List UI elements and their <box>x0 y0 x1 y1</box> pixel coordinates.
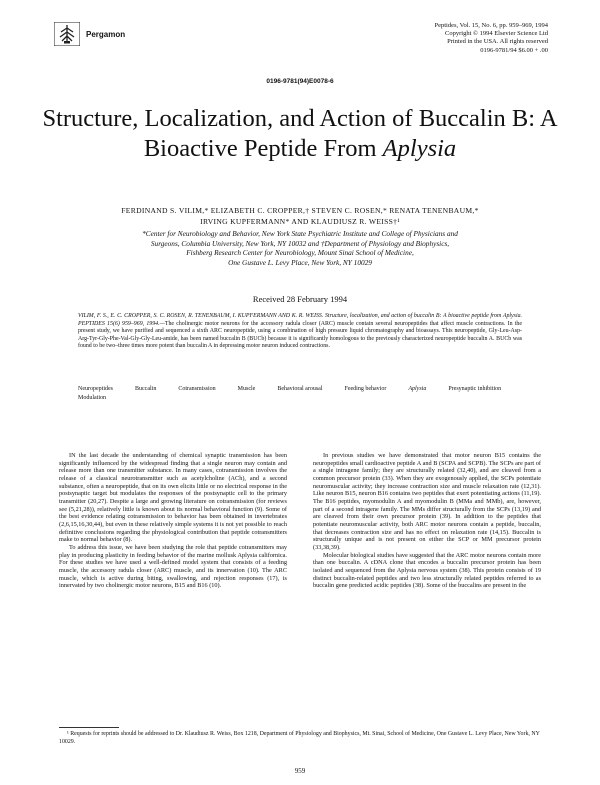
abstract-body: The cholinergic motor neurons for the accessory radula closer (ARC) muscle contain several neuropeptides that affect muscle contractions. In the present study, we have purified and sequenced a sixth ARC neuropeptide, using a combination of high pressure liquid chromatography and bioassays. This neuropeptide, Gly-Leu-Asp-Arg-Tyr-Gly-Phe-Val-Gly-Gly-Leu-amide, has been named buccalin B (BUCb) because it is significantly homologous to the previously characterized neuropeptide buccalin A. BUCb was found to be two–three times more potent than buccalin A in depressing motor neuron induced contractions. <box>78 320 522 350</box>
received-date: Received 28 February 1994 <box>252 294 348 304</box>
affiliation-line: Surgeons, Columbia University, New York, NY 10032 and †Department of Physiology and Biophysics, <box>150 238 450 248</box>
affiliation-line: Fishberg Research Center for Neurobiology, Mount Sinai School of Medicine, <box>186 248 414 258</box>
keyword: Aplysia <box>408 386 427 392</box>
paragraph: Molecular biological studies have suggested that the ARC motor neurons contain more than one buccalin. A cDNA clone that encodes a buccalin precursor protein has been isolated and sequenced from the Aplysia nervous system (38). This protein consists of 19 distinct buccalin-related peptides and two less structurally related peptides referred to as buccalin gene predicted acidic peptides (38). Some of the buccalins are present in the <box>313 551 541 590</box>
page-number: 959 <box>294 767 306 775</box>
keyword-list <box>78 385 522 403</box>
title-italic: Aplysia <box>382 135 457 162</box>
publisher-name: Pergamon <box>86 29 126 39</box>
author-line: IRVING KUPFERMANN* AND KLAUDIUSZ R. WEISS†¹ <box>200 217 400 226</box>
pergamon-tree-icon <box>54 22 80 46</box>
author-list <box>40 205 560 227</box>
keyword: Behavioral arousal <box>277 386 323 392</box>
paragraph: IN the last decade the understanding of chemical synaptic transmission has been significantly influenced by the widespread finding that a single neuron may contain and release more than one transmitter substance. In many cases, cotransmission involves the release of a classical neurotransmitter such as acetylcholine (ACh), and a second substance, often a neuropeptide, that on its own elicits little or no electrical response in the postsynaptic target but modulates the responses of the postsynaptic cell to the primary transmitter (20,27). Despite a large and growing literature on cotransmission (for reviews see (5,21,28)), relatively little is known about its normal behavioral function (9). Some of the best evidence relating cotransmission to behavior has been obtained in invertebrates (2,6,15,16,30,44), but even in these relatively simple systems it is not yet possible to reach definitive conclusions regarding the physiological contribution that peptide cotransmitters make to normal behavior (8). <box>59 452 287 544</box>
paragraph: To address this issue, we have been studying the role that peptide cotransmitters may play in producing plasticity in feeding behavior of the marine mollusk Aplysia californica. For these studies we have used a well-defined model system that consists of a feeding muscle, the accessory radula closer (ARC) muscle, and its innervation (10). The ARC muscle, which is active during biting, swallowing, and rejection responses (17), is innervated by two cholinergic motor neurons, B15 and B16 (10). <box>59 543 287 590</box>
abstract <box>78 313 522 351</box>
keyword: Neuropeptides <box>78 386 113 392</box>
keyword: Modulation <box>78 395 106 401</box>
journal-info-line: Printed in the USA. All rights reserved <box>447 38 548 46</box>
paper-title <box>40 104 560 164</box>
affiliations <box>56 229 544 267</box>
keyword: Presynaptic inhibition <box>448 386 502 392</box>
title-main: Structure, Localization, and Action of Buccalin B: A Bioactive Peptide From <box>42 105 558 162</box>
keyword: Buccalin <box>135 386 157 392</box>
affiliation-line: One Gustave L. Levy Place, New York, NY 10029 <box>228 257 372 267</box>
body-column-right <box>313 452 541 590</box>
abstract-citation: VILIM, F. S., E. C. CROPPER, S. C. ROSEN, R. TENENBAUM, I. KUPFERMANN AND K. R. WEISS. Structure, localization, and action of buccalin B: A bioactive peptide from Aplysia. PEPTIDES 15(6) 959–969, 1994.— <box>78 313 522 327</box>
keyword: Cotransmission <box>178 386 216 392</box>
issn-code: 0196-9781(94)E0078-6 <box>266 78 334 85</box>
paragraph: In previous studies we have demonstrated that motor neuron B15 contains the neuropeptides small cardioactive peptide A and B (SCPA and SCPB). The SCPs are part of a single intragene family; they are structurally related (32,40), and are cleaved from a common precursor protein (33). When they are exogenously applied, the SCPs potentiate neuromuscular activity; they increase contraction size and muscle relaxation rate (12,31). Like neuron B15, neuron B16 contains two peptides that exert potentiating actions (11,19). The B16 peptides, myomodulin A and myomodulin B (MMa and MMb), are, however, part of a second intragene family. The MMs differ structurally from the SCPs (13,19) and are cleaved from their own precursor protein (39). In addition to the peptides that potentiate neuromuscular activity, both ARC motor neurons contain a peptide, buccalin, that decreases contraction size and has no effect on relaxation rate (14,15). Buccalin is structurally unique and is not present on either the SCP or MM precursor protein (33,38,39). <box>313 452 541 551</box>
keyword: Muscle <box>237 386 256 392</box>
journal-info <box>434 22 548 55</box>
journal-info-line: 0196-9781/94 $6.00 + .00 <box>480 46 548 54</box>
keyword: Feeding behavior <box>344 386 387 392</box>
footnote-divider <box>59 727 119 728</box>
publisher-logo <box>54 22 125 46</box>
body-column-left <box>59 452 287 590</box>
author-line: FERDINAND S. VILIM,* ELIZABETH C. CROPPER,† STEVEN C. ROSEN,* RENATA TENENBAUM,* <box>121 206 479 215</box>
journal-info-line: Peptides, Vol. 15, No. 6, pp. 959–969, 1994 <box>434 22 548 29</box>
affiliation-line: *Center for Neurobiology and Behavior, New York State Psychiatric Institute and College of Physicians and <box>142 229 458 238</box>
footnote: ¹ Requests for reprints should be addressed to Dr. Klaudiusz R. Weiss, Box 1218, Department of Physiology and Biophysics, Mt. Sinai, School of Medicine, One Gustave L. Levy Place, New York, NY 10029. <box>59 731 540 745</box>
journal-info-line: Copyright © 1994 Elsevier Science Ltd <box>445 30 548 38</box>
